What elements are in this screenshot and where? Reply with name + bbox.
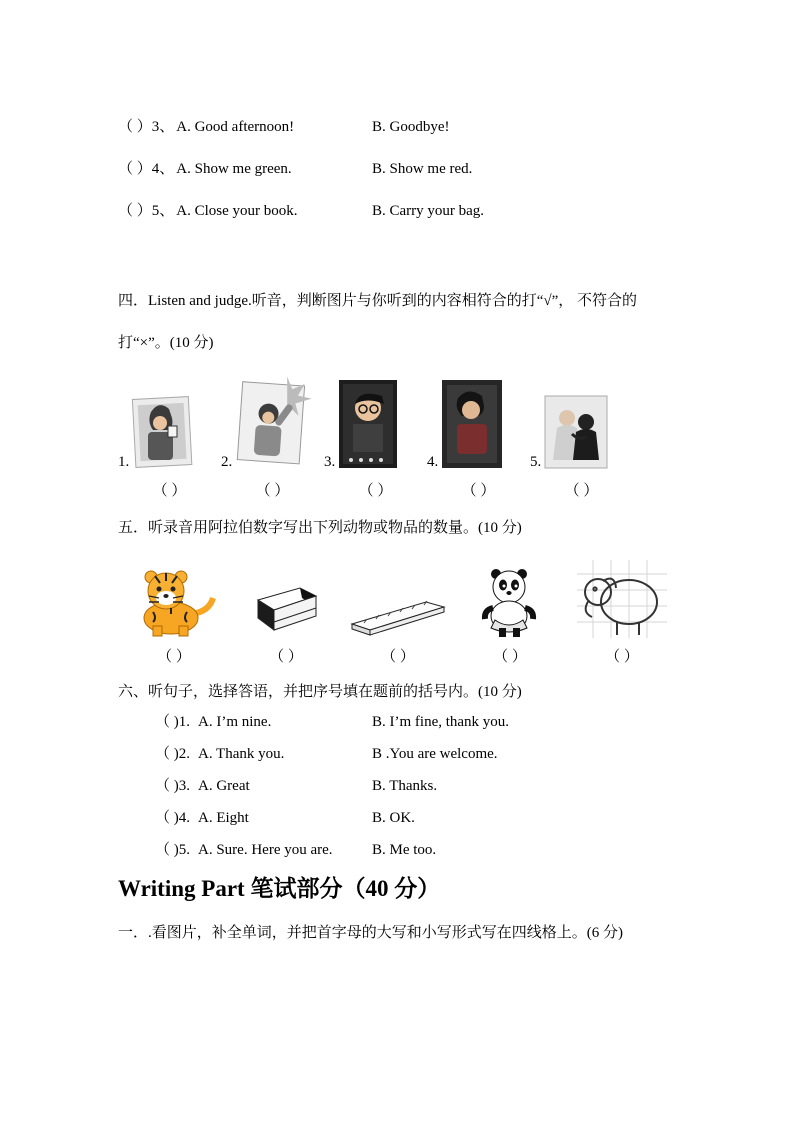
- picture-cell-elephant: [566, 556, 678, 638]
- section-four-title-line2: 打“×”。(10 分): [118, 335, 214, 351]
- answer-blank: （ ）: [358, 483, 393, 499]
- answer-blank: （ ）: [493, 649, 527, 665]
- picture-cell-5: [530, 374, 633, 470]
- section-four-title-line1: 四．Listen and judge.听音，判断图片与你听到的内容相符合的打“√”， 不符合的: [118, 293, 638, 309]
- section-five-pictures: [118, 556, 690, 638]
- boy-cheering-card-image: [234, 374, 314, 470]
- answer-blank: （ ）: [255, 483, 290, 499]
- option-a: A. Great: [198, 778, 250, 794]
- option-a: A. Show me green.: [176, 161, 292, 177]
- answer-blank: （ ）: [157, 649, 191, 665]
- answer-blank: （ )2.: [155, 746, 190, 762]
- question-row-5: [118, 840, 690, 872]
- question-row-4: [118, 808, 690, 840]
- answer-blank: （ )5.: [155, 842, 190, 858]
- answer-blank: （ ）5、: [118, 203, 175, 219]
- option-b: B. OK.: [372, 810, 415, 826]
- answer-blank: （ )1.: [155, 714, 190, 730]
- ruler-image: [348, 594, 448, 638]
- option-a: A. Eight: [198, 810, 249, 826]
- picture-number: 4.: [427, 454, 439, 470]
- question-row-2: [118, 744, 690, 776]
- writing-section-one-title: 一．.看图片，补全单词，并把首字母的大写和小写形式写在四线格上。(6 分): [118, 925, 623, 941]
- boy-glasses-card-image: [337, 378, 399, 470]
- answer-blank: （ ）: [152, 483, 187, 499]
- answer-blank: （ ）: [564, 483, 599, 499]
- answer-blank: （ ）: [381, 649, 415, 665]
- option-a: A. Good afternoon!: [176, 119, 295, 135]
- option-a: A. I’m nine.: [198, 714, 272, 730]
- boy-drinking-card-image: [131, 390, 193, 470]
- section-four: [118, 280, 690, 364]
- section-four-pictures: [118, 374, 690, 470]
- panda-image: [469, 564, 551, 638]
- answer-blank: （ )3.: [155, 778, 190, 794]
- picture-cell-1: [118, 374, 221, 470]
- answer-blank: （ ）4、: [118, 161, 175, 177]
- answer-blank: （ ）: [605, 649, 639, 665]
- section-six-title: 六、听句子，选择答语，并把序号填在题前的括号内。(10 分): [118, 684, 522, 700]
- boy-red-shirt-card-image: [440, 378, 504, 470]
- eraser-image: [250, 582, 322, 638]
- tiger-image: [129, 564, 219, 638]
- option-b: B. I’m fine, thank you.: [372, 714, 510, 730]
- picture-cell-2: [221, 374, 324, 470]
- answer-blank: （ ）: [269, 649, 303, 665]
- picture-number: 2.: [221, 454, 233, 470]
- option-a: A. Thank you.: [198, 746, 285, 762]
- option-b: B. Carry your bag.: [372, 203, 485, 219]
- option-b: B. Thanks.: [372, 778, 438, 794]
- question-row-5: [118, 202, 690, 244]
- option-b: B. Goodbye!: [372, 119, 450, 135]
- option-b: B. Show me red.: [372, 161, 473, 177]
- question-row-3: [118, 118, 690, 160]
- option-b: B. Me too.: [372, 842, 437, 858]
- picture-cell-ruler: [342, 556, 454, 638]
- picture-number: 1.: [118, 454, 130, 470]
- option-b: B .You are welcome.: [372, 746, 498, 762]
- picture-cell-3: [324, 374, 427, 470]
- question-row-1: [118, 712, 690, 744]
- elephant-image: [577, 560, 667, 638]
- option-a: A. Sure. Here you are.: [198, 842, 333, 858]
- section-five-answer-brackets: [118, 646, 690, 668]
- picture-number: 5.: [530, 454, 542, 470]
- section-four-answer-brackets: [118, 480, 690, 502]
- picture-cell-4: [427, 374, 530, 470]
- picture-cell-tiger: [118, 556, 230, 638]
- section-five-title: 五．听录音用阿拉伯数字写出下列动物或物品的数量。(10 分): [118, 520, 522, 536]
- picture-cell-eraser: [230, 556, 342, 638]
- option-a: A. Close your book.: [176, 203, 298, 219]
- answer-blank: （ )4.: [155, 810, 190, 826]
- picture-cell-panda: [454, 556, 566, 638]
- answer-blank: （ ）3、: [118, 119, 175, 135]
- page-content: [118, 118, 690, 944]
- question-row-4: [118, 160, 690, 202]
- children-hugging-card-image: [543, 392, 609, 470]
- question-row-3: [118, 776, 690, 808]
- answer-blank: （ ）: [461, 483, 496, 499]
- writing-part-heading: Writing Part 笔试部分（40 分）: [118, 876, 441, 901]
- picture-number: 3.: [324, 454, 336, 470]
- section-six-items: [118, 712, 690, 872]
